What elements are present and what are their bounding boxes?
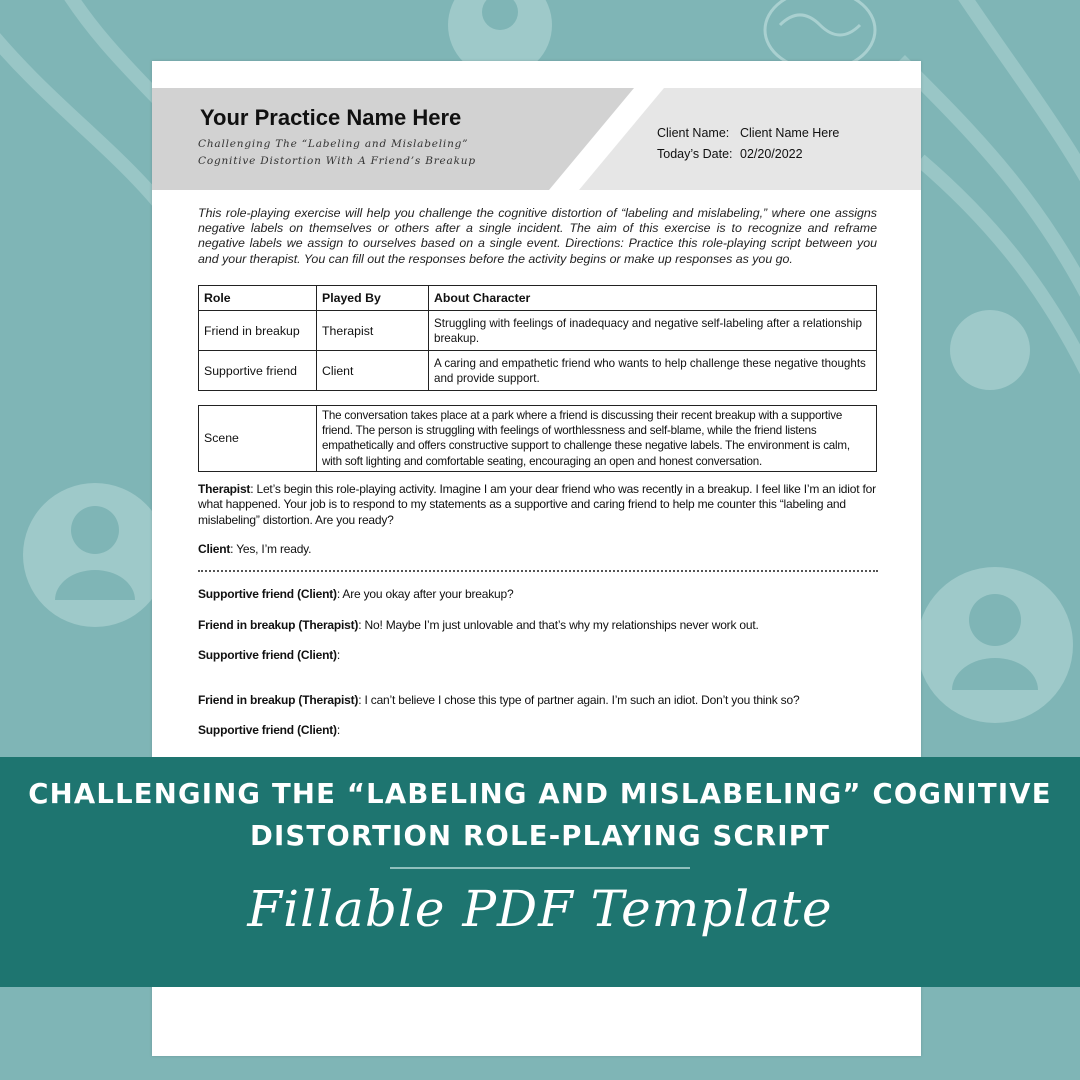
- table-cell[interactable]: Therapist: [317, 311, 429, 351]
- practice-name: Your Practice Name Here: [200, 105, 462, 130]
- scene-description[interactable]: The conversation takes place at a park where a friend is discussing their recent breakup with a supportive friend. The person is struggling with feelings of worthlessness and self-blame, while the friend listens empathetically and offers constructive support to challenge these negative labels. The environment is calm, with soft lighting and comfortable seating, encouraging an open and honest conversation.: [317, 406, 877, 472]
- dialogue-text: : I can’t believe I chose this type of partner again. I’m such an idiot. Don’t you think so?: [358, 693, 800, 707]
- speaker-name: Client: [198, 542, 231, 556]
- intro-paragraph: This role-playing exercise will help you challenge the cognitive distortion of “labeling and mislabeling,” where one assigns negative labels on themselves or others after a single incident. The aim of this exercise is to recognize and reframe negative labels we assign to ourselves based on a single event. Directions: Practice this role-playing script between you and your therapist. You can fill out the responses before the activity begins or make up responses as you go.: [198, 206, 877, 266]
- subtitle-line: Cognitive Distortion With A Friend’s Breakup: [198, 155, 476, 167]
- script-line[interactable]: [198, 723, 883, 738]
- script-line: [198, 587, 883, 602]
- response-field[interactable]: :: [336, 723, 340, 737]
- table-header-cell: Role: [199, 286, 317, 311]
- table-cell[interactable]: A caring and empathetic friend who wants to help challenge these negative thoughts and provide support.: [429, 351, 877, 391]
- table-header-cell: Played By: [317, 286, 429, 311]
- table-cell[interactable]: Supportive friend: [199, 351, 317, 391]
- client-name-field[interactable]: Client Name Here: [740, 126, 840, 140]
- table-cell[interactable]: Client: [317, 351, 429, 391]
- table-header-row: [199, 286, 877, 311]
- brain-icon: [765, 0, 875, 70]
- worksheet-subtitle: [198, 136, 578, 170]
- client-name-label: Client Name:: [657, 126, 730, 140]
- banner-title-line: DISTORTION ROLE-PLAYING SCRIPT: [249, 820, 831, 852]
- script-line: [198, 482, 883, 528]
- speaker-name: Friend in breakup (Therapist): [198, 693, 359, 707]
- scene-label: Scene: [199, 406, 317, 472]
- speaker-name: Supportive friend (Client): [198, 648, 337, 662]
- table-row: [199, 351, 877, 391]
- banner-title: [0, 773, 1080, 857]
- dialogue-text: : No! Maybe I’m just unlovable and that’s why my relationships never work out.: [358, 618, 759, 632]
- response-field[interactable]: :: [336, 648, 340, 662]
- date-label: Today’s Date:: [657, 146, 733, 161]
- speaker-name: Supportive friend (Client): [198, 587, 337, 601]
- subtitle-line: Challenging The “Labeling and Mislabeling”: [198, 138, 469, 150]
- banner-subtitle: Fillable PDF Template: [247, 880, 833, 938]
- script-line: [198, 693, 883, 708]
- table-row: [199, 406, 877, 472]
- banner-title-line: CHALLENGING THE “LABELING AND MISLABELING” COGNITIVE: [28, 778, 1052, 810]
- scene-table: [198, 405, 877, 472]
- table-header-cell: About Character: [429, 286, 877, 311]
- script-line: [198, 542, 883, 557]
- table-row: [199, 311, 877, 351]
- speaker-name: Supportive friend (Client): [198, 723, 337, 737]
- person-icon: [950, 310, 1030, 390]
- dialogue-text: : Are you okay after your breakup?: [336, 587, 514, 601]
- client-info: [657, 123, 839, 164]
- speaker-name: Friend in breakup (Therapist): [198, 618, 359, 632]
- date-field[interactable]: 02/20/2022: [740, 146, 803, 161]
- speaker-name: Therapist: [198, 482, 251, 496]
- person-icon: [23, 483, 167, 627]
- script-line[interactable]: [198, 648, 883, 663]
- dialogue-text: : Let’s begin this role-playing activity. Imagine I am your dear friend who was recently in a breakup. I feel like I’m an idiot for what happened. Your job is to respond to my statements as a supportive and caring friend to help me counter this “labeling and mislabeling” distortion. Are you ready?: [198, 482, 876, 527]
- roles-table: [198, 285, 877, 391]
- table-cell[interactable]: Struggling with feelings of inadequacy and negative self-labeling after a relationship breakup.: [429, 311, 877, 351]
- dialogue-text: : Yes, I’m ready.: [230, 542, 312, 556]
- document-header: [152, 88, 921, 190]
- divider: [198, 570, 878, 572]
- promo-banner: [0, 757, 1080, 987]
- script-line: [198, 618, 883, 633]
- table-cell[interactable]: Friend in breakup: [199, 311, 317, 351]
- banner-divider: [390, 867, 690, 869]
